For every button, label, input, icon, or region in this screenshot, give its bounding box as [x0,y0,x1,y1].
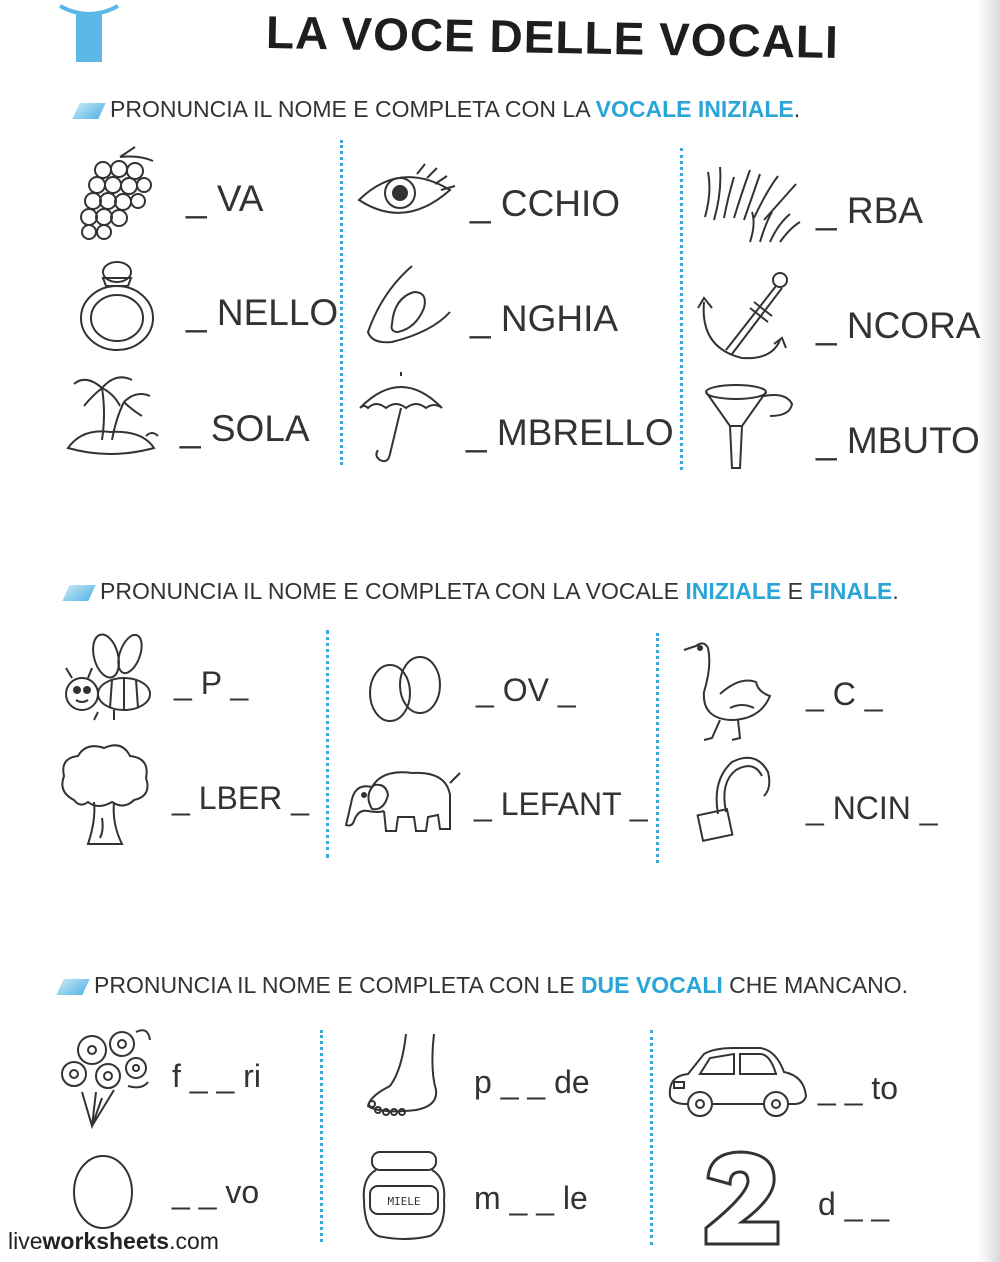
umbrella-icon [356,368,446,468]
page-title: LA VOCE DELLE VOCALI [265,6,840,68]
egg-icon [70,1148,136,1230]
word-blank: f _ _ ri [172,1058,261,1094]
dotted-divider [340,140,343,465]
flag-icon [56,979,89,995]
foot-icon [360,1030,444,1116]
flag-icon [72,103,105,119]
funnel-icon [704,382,796,472]
goose-icon [680,636,776,746]
word-blank: _ NELLO [186,292,339,333]
ring-icon [76,258,158,353]
honey-jar-icon [358,1148,450,1244]
word-blank: p _ _ de [474,1064,590,1100]
dotted-divider [650,1030,653,1245]
anchor-icon [696,268,796,368]
word-blank: _ NCIN _ [806,790,938,826]
flag-icon [62,585,95,601]
svg-text:MIELE: MIELE [387,1195,421,1208]
page-edge-shadow [978,0,1000,1262]
word-blank: _ NCORA [816,305,981,346]
word-blank: _ C _ [806,676,883,712]
word-blank: m _ _ le [474,1180,588,1216]
word-blank: _ P _ [174,665,249,701]
island-icon [62,366,160,464]
word-blank: _ OV _ [476,672,576,708]
word-blank: _ MBUTO [816,420,980,461]
number-two-icon [700,1148,786,1248]
dotted-divider [320,1030,323,1242]
word-blank: _ LBER _ [172,780,309,816]
dotted-divider [656,633,659,863]
word-blank: _ LEFANT _ [474,786,648,822]
word-blank: _ MBRELLO [466,412,674,453]
elephant-icon [342,765,466,845]
word-blank: _ RBA [816,190,923,231]
fingernail-icon [362,262,454,347]
flowers-icon [52,1022,156,1132]
liveworksheets-logo: liveworksheets.com [8,1228,219,1254]
word-blank: d _ _ [818,1186,890,1222]
grapes-icon [75,145,165,240]
eye-icon [355,160,460,230]
grass-icon [700,162,805,247]
word-blank: _ _ vo [172,1174,260,1210]
word-blank: _ _ to [818,1070,899,1106]
car-icon [664,1046,810,1118]
dotted-divider [326,630,329,858]
dotted-divider [680,148,683,470]
word-blank: _ VA [186,178,264,219]
word-blank: _ SOLA [180,408,310,449]
section-1-instruction: PRONUNCIA IL NOME E COMPLETA CON LA VOCALE INIZIALE. [76,96,800,123]
section-3-instruction: PRONUNCIA IL NOME E COMPLETA CON LE DUE VOCALI CHE MANCANO. [60,972,908,999]
eggs-icon [364,645,446,725]
header-tab-icon [58,0,120,62]
word-blank: _ NGHIA [470,298,619,339]
section-2-instruction: PRONUNCIA IL NOME E COMPLETA CON LA VOCALE INIZIALE E FINALE. [66,578,899,605]
hook-icon [692,752,778,848]
word-blank: _ CCHIO [470,183,621,224]
tree-icon [54,740,154,850]
bee-icon [58,632,158,724]
